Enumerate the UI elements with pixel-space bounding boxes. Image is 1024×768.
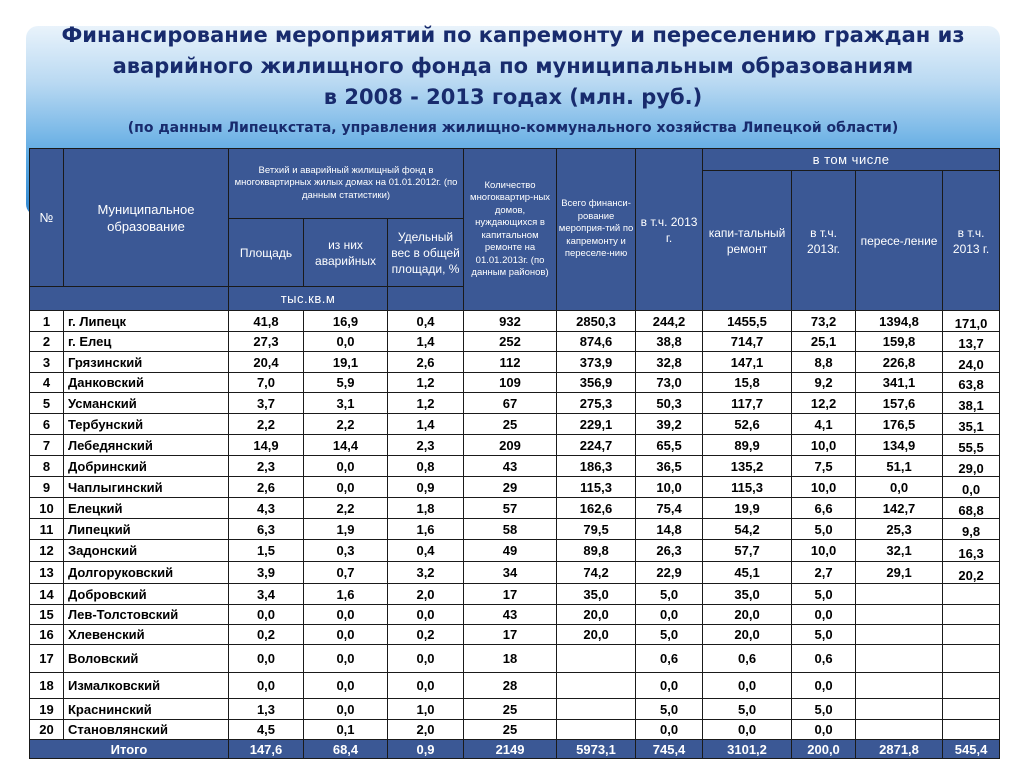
row-area: 0,2 [229,625,304,645]
row-area: 3,9 [229,562,304,584]
row-res-2013: 0,0 [943,477,1000,498]
row-cap-repair: 117,7 [703,393,792,414]
row-emergency: 5,9 [304,373,388,393]
row-area: 27,3 [229,332,304,352]
table-body [30,311,1000,759]
row-cap-repair: 89,9 [703,435,792,456]
total-res-2013: 545,4 [943,740,1000,759]
row-res-2013: 29,0 [943,456,1000,477]
row-cap-2013: 7,5 [792,456,856,477]
table-row [30,699,1000,720]
table-row [30,311,1000,332]
table-row [30,352,1000,373]
row-total-2013: 244,2 [636,311,703,332]
row-total [557,699,636,720]
header-incl-2013: в т.ч. 2013 г. [636,149,703,311]
row-cap-2013: 10,0 [792,435,856,456]
row-area: 14,9 [229,435,304,456]
row-cap-2013: 5,0 [792,519,856,540]
row-total: 2850,3 [557,311,636,332]
row-cap-2013: 5,0 [792,584,856,605]
row-total [557,720,636,740]
total-resettlement: 2871,8 [856,740,943,759]
row-resettlement [856,625,943,645]
row-resettlement: 134,9 [856,435,943,456]
row-res-2013 [943,584,1000,605]
row-emergency: 0,0 [304,456,388,477]
row-res-2013 [943,673,1000,699]
row-number: 10 [30,498,64,519]
row-area: 2,3 [229,456,304,477]
row-area: 0,0 [229,605,304,625]
row-res-2013 [943,720,1000,740]
row-number: 20 [30,720,64,740]
row-cap-repair: 54,2 [703,519,792,540]
table-row [30,435,1000,456]
row-houses: 25 [464,720,557,740]
total-label: Итого [30,740,229,759]
header-emergency: из них аварийных [304,219,388,287]
row-total: 373,9 [557,352,636,373]
row-share: 1,0 [388,699,464,720]
row-share: 0,0 [388,605,464,625]
row-total: 275,3 [557,393,636,414]
row-houses: 932 [464,311,557,332]
header-area: Площадь [229,219,304,287]
row-res-2013 [943,699,1000,720]
row-emergency: 0,3 [304,540,388,562]
row-name: Долгоруковский [64,562,229,584]
row-name: Лев-Толстовский [64,605,229,625]
row-share: 2,6 [388,352,464,373]
row-area: 0,0 [229,673,304,699]
table-row [30,584,1000,605]
row-number: 13 [30,562,64,584]
row-share: 0,8 [388,456,464,477]
row-res-2013 [943,625,1000,645]
row-emergency: 14,4 [304,435,388,456]
row-resettlement: 51,1 [856,456,943,477]
row-resettlement: 0,0 [856,477,943,498]
row-total: 356,9 [557,373,636,393]
total-row [30,740,1000,759]
row-resettlement: 32,1 [856,540,943,562]
row-res-2013: 171,0 [943,311,1000,332]
header-cap-repair: капи-тальный ремонт [703,171,792,311]
row-area: 1,3 [229,699,304,720]
row-share: 1,4 [388,332,464,352]
row-cap-repair: 147,1 [703,352,792,373]
row-cap-2013: 12,2 [792,393,856,414]
table-row [30,332,1000,352]
row-cap-repair: 19,9 [703,498,792,519]
row-emergency: 0,0 [304,605,388,625]
row-total: 20,0 [557,625,636,645]
row-area: 2,2 [229,414,304,435]
row-number: 16 [30,625,64,645]
row-share: 0,0 [388,645,464,673]
total-funding: 5973,1 [557,740,636,759]
row-cap-repair: 0,6 [703,645,792,673]
row-total-2013: 14,8 [636,519,703,540]
row-name: Тербунский [64,414,229,435]
row-total-2013: 38,8 [636,332,703,352]
row-resettlement [856,605,943,625]
row-number: 14 [30,584,64,605]
row-name: г. Елец [64,332,229,352]
row-res-2013 [943,645,1000,673]
row-share: 2,3 [388,435,464,456]
row-houses: 18 [464,645,557,673]
row-total-2013: 0,0 [636,673,703,699]
row-name: Елецкий [64,498,229,519]
total-emergency: 68,4 [304,740,388,759]
row-houses: 28 [464,673,557,699]
row-total-2013: 36,5 [636,456,703,477]
row-cap-repair: 135,2 [703,456,792,477]
total-houses: 2149 [464,740,557,759]
row-cap-repair: 714,7 [703,332,792,352]
row-area: 1,5 [229,540,304,562]
row-resettlement: 142,7 [856,498,943,519]
row-cap-repair: 20,0 [703,625,792,645]
row-res-2013: 68,8 [943,498,1000,519]
row-total: 89,8 [557,540,636,562]
row-emergency: 2,2 [304,414,388,435]
row-number: 2 [30,332,64,352]
title-line-2: аварийного жилищного фонда по муниципальным образованиям [112,54,914,78]
row-total-2013: 65,5 [636,435,703,456]
row-area: 4,3 [229,498,304,519]
table-row [30,477,1000,498]
row-res-2013: 24,0 [943,352,1000,373]
row-name: г. Липецк [64,311,229,332]
row-name: Данковский [64,373,229,393]
row-houses: 34 [464,562,557,584]
header-municipality: Муниципальное образование [64,149,229,287]
row-total: 115,3 [557,477,636,498]
row-share: 1,6 [388,519,464,540]
row-number: 4 [30,373,64,393]
row-total [557,645,636,673]
table-row [30,562,1000,584]
row-houses: 209 [464,435,557,456]
row-cap-repair: 115,3 [703,477,792,498]
row-number: 9 [30,477,64,498]
table-row [30,645,1000,673]
row-number: 11 [30,519,64,540]
row-total [557,673,636,699]
row-name: Грязинский [64,352,229,373]
row-total-2013: 32,8 [636,352,703,373]
row-cap-2013: 5,0 [792,625,856,645]
row-emergency: 1,9 [304,519,388,540]
row-houses: 109 [464,373,557,393]
row-resettlement: 25,3 [856,519,943,540]
row-cap-2013: 9,2 [792,373,856,393]
row-name: Воловский [64,645,229,673]
row-total: 229,1 [557,414,636,435]
row-total: 79,5 [557,519,636,540]
row-cap-2013: 0,0 [792,720,856,740]
row-cap-repair: 20,0 [703,605,792,625]
row-total-2013: 0,6 [636,645,703,673]
row-total: 224,7 [557,435,636,456]
header-units-empty [388,287,464,311]
row-res-2013: 20,2 [943,562,1000,584]
row-area: 0,0 [229,645,304,673]
row-number: 7 [30,435,64,456]
row-name: Измалковский [64,673,229,699]
row-cap-repair: 0,0 [703,720,792,740]
row-name: Чаплыгинский [64,477,229,498]
row-emergency: 0,7 [304,562,388,584]
header-including: в том числе [703,149,1000,171]
row-resettlement [856,720,943,740]
row-cap-2013: 25,1 [792,332,856,352]
row-total: 74,2 [557,562,636,584]
row-name: Лебедянский [64,435,229,456]
row-share: 2,0 [388,720,464,740]
row-resettlement [856,673,943,699]
row-number: 15 [30,605,64,625]
row-number: 5 [30,393,64,414]
row-share: 0,4 [388,540,464,562]
funding-table [29,148,1000,759]
row-share: 1,8 [388,498,464,519]
table-row [30,519,1000,540]
row-share: 1,4 [388,414,464,435]
row-houses: 49 [464,540,557,562]
table-row [30,720,1000,740]
total-cap-repair: 3101,2 [703,740,792,759]
row-resettlement [856,699,943,720]
header-spacer [30,287,229,311]
row-total-2013: 10,0 [636,477,703,498]
row-resettlement: 29,1 [856,562,943,584]
row-number: 19 [30,699,64,720]
header-old-fund: Ветхий и аварийный жилищный фонд в многоквартирных жилых домах на 01.01.2012г. (по данным статистики) [229,149,464,219]
row-houses: 112 [464,352,557,373]
row-houses: 43 [464,605,557,625]
table-row [30,673,1000,699]
row-cap-2013: 10,0 [792,540,856,562]
row-emergency: 19,1 [304,352,388,373]
header-houses-count: Количество многоквартир-ных домов, нуждающихся в капитальном ремонте на 01.01.2013г. (по данным районов) [464,149,557,311]
row-resettlement: 341,1 [856,373,943,393]
row-cap-repair: 0,0 [703,673,792,699]
row-name: Добровский [64,584,229,605]
row-houses: 17 [464,625,557,645]
row-area: 7,0 [229,373,304,393]
row-total-2013: 39,2 [636,414,703,435]
row-resettlement: 159,8 [856,332,943,352]
row-area: 20,4 [229,352,304,373]
row-share: 3,2 [388,562,464,584]
row-res-2013: 55,5 [943,435,1000,456]
row-cap-2013: 8,8 [792,352,856,373]
row-cap-repair: 5,0 [703,699,792,720]
row-number: 12 [30,540,64,562]
header-total-funding: Всего финанси-рование мероприя-тий по капремонту и переселе-нию [557,149,636,311]
row-cap-repair: 1455,5 [703,311,792,332]
row-cap-2013: 6,6 [792,498,856,519]
header-units: тыс.кв.м [229,287,388,311]
header-res-incl-2013: в т.ч. 2013 г. [943,171,1000,311]
row-houses: 67 [464,393,557,414]
row-emergency: 0,0 [304,332,388,352]
row-res-2013: 63,8 [943,373,1000,393]
row-total-2013: 50,3 [636,393,703,414]
table-row [30,540,1000,562]
row-share: 2,0 [388,584,464,605]
table-header [30,149,1000,311]
page-title [30,20,996,113]
table-row [30,456,1000,477]
row-area: 3,7 [229,393,304,414]
row-res-2013: 35,1 [943,414,1000,435]
row-houses: 17 [464,584,557,605]
row-name: Добринский [64,456,229,477]
row-houses: 57 [464,498,557,519]
row-res-2013: 16,3 [943,540,1000,562]
row-total: 874,6 [557,332,636,352]
row-emergency: 3,1 [304,393,388,414]
header-num: № [30,149,64,287]
row-cap-2013: 10,0 [792,477,856,498]
row-area: 4,5 [229,720,304,740]
row-total-2013: 5,0 [636,699,703,720]
header-share: Удельный вес в общей площади, % [388,219,464,287]
row-name: Хлевенский [64,625,229,645]
row-res-2013: 38,1 [943,393,1000,414]
row-number: 17 [30,645,64,673]
row-total-2013: 5,0 [636,625,703,645]
row-cap-2013: 0,6 [792,645,856,673]
row-cap-repair: 35,0 [703,584,792,605]
table-row [30,393,1000,414]
row-share: 0,4 [388,311,464,332]
row-total-2013: 75,4 [636,498,703,519]
row-resettlement [856,645,943,673]
row-name: Становлянский [64,720,229,740]
table-row [30,373,1000,393]
page-subtitle: (по данным Липецкстата, управления жилищно-коммунального хозяйства Липецкой области) [127,120,899,136]
row-resettlement: 157,6 [856,393,943,414]
row-res-2013: 13,7 [943,332,1000,352]
table-row [30,625,1000,645]
row-emergency: 1,6 [304,584,388,605]
row-cap-2013: 0,0 [792,673,856,699]
row-cap-2013: 0,0 [792,605,856,625]
row-number: 18 [30,673,64,699]
row-cap-repair: 45,1 [703,562,792,584]
row-number: 1 [30,311,64,332]
total-2013: 745,4 [636,740,703,759]
row-total: 186,3 [557,456,636,477]
table-row [30,605,1000,625]
row-area: 3,4 [229,584,304,605]
row-total-2013: 26,3 [636,540,703,562]
row-cap-2013: 2,7 [792,562,856,584]
row-share: 0,0 [388,673,464,699]
total-cap-2013: 200,0 [792,740,856,759]
row-cap-repair: 57,7 [703,540,792,562]
row-name: Задонский [64,540,229,562]
row-cap-2013: 4,1 [792,414,856,435]
row-houses: 58 [464,519,557,540]
row-emergency: 0,0 [304,673,388,699]
row-total-2013: 22,9 [636,562,703,584]
row-houses: 252 [464,332,557,352]
row-emergency: 0,0 [304,699,388,720]
total-share: 0,9 [388,740,464,759]
row-houses: 29 [464,477,557,498]
row-share: 1,2 [388,393,464,414]
row-houses: 43 [464,456,557,477]
row-total-2013: 5,0 [636,584,703,605]
row-number: 3 [30,352,64,373]
row-area: 2,6 [229,477,304,498]
row-emergency: 2,2 [304,498,388,519]
row-resettlement: 226,8 [856,352,943,373]
row-emergency: 0,0 [304,477,388,498]
row-name: Липецкий [64,519,229,540]
table-row [30,498,1000,519]
row-resettlement: 1394,8 [856,311,943,332]
header-cap-incl-2013: в т.ч. 2013г. [792,171,856,311]
row-cap-2013: 5,0 [792,699,856,720]
row-total: 162,6 [557,498,636,519]
row-res-2013 [943,605,1000,625]
row-number: 6 [30,414,64,435]
title-line-3: в 2008 - 2013 годах (млн. руб.) [323,85,703,109]
row-cap-repair: 52,6 [703,414,792,435]
row-total: 35,0 [557,584,636,605]
row-total-2013: 0,0 [636,720,703,740]
row-resettlement [856,584,943,605]
row-name: Усманский [64,393,229,414]
row-res-2013: 9,8 [943,519,1000,540]
row-total-2013: 73,0 [636,373,703,393]
row-number: 8 [30,456,64,477]
row-cap-2013: 73,2 [792,311,856,332]
row-houses: 25 [464,414,557,435]
row-area: 6,3 [229,519,304,540]
row-share: 0,2 [388,625,464,645]
row-emergency: 0,0 [304,645,388,673]
row-houses: 25 [464,699,557,720]
row-emergency: 16,9 [304,311,388,332]
row-resettlement: 176,5 [856,414,943,435]
row-emergency: 0,0 [304,625,388,645]
row-total-2013: 0,0 [636,605,703,625]
header-resettlement: пересе-ление [856,171,943,311]
total-area: 147,6 [229,740,304,759]
title-line-1: Финансирование мероприятий по капремонту и переселению граждан из [61,23,965,47]
row-total: 20,0 [557,605,636,625]
row-emergency: 0,1 [304,720,388,740]
row-cap-repair: 15,8 [703,373,792,393]
table-row [30,414,1000,435]
row-name: Краснинский [64,699,229,720]
row-share: 0,9 [388,477,464,498]
row-share: 1,2 [388,373,464,393]
row-area: 41,8 [229,311,304,332]
